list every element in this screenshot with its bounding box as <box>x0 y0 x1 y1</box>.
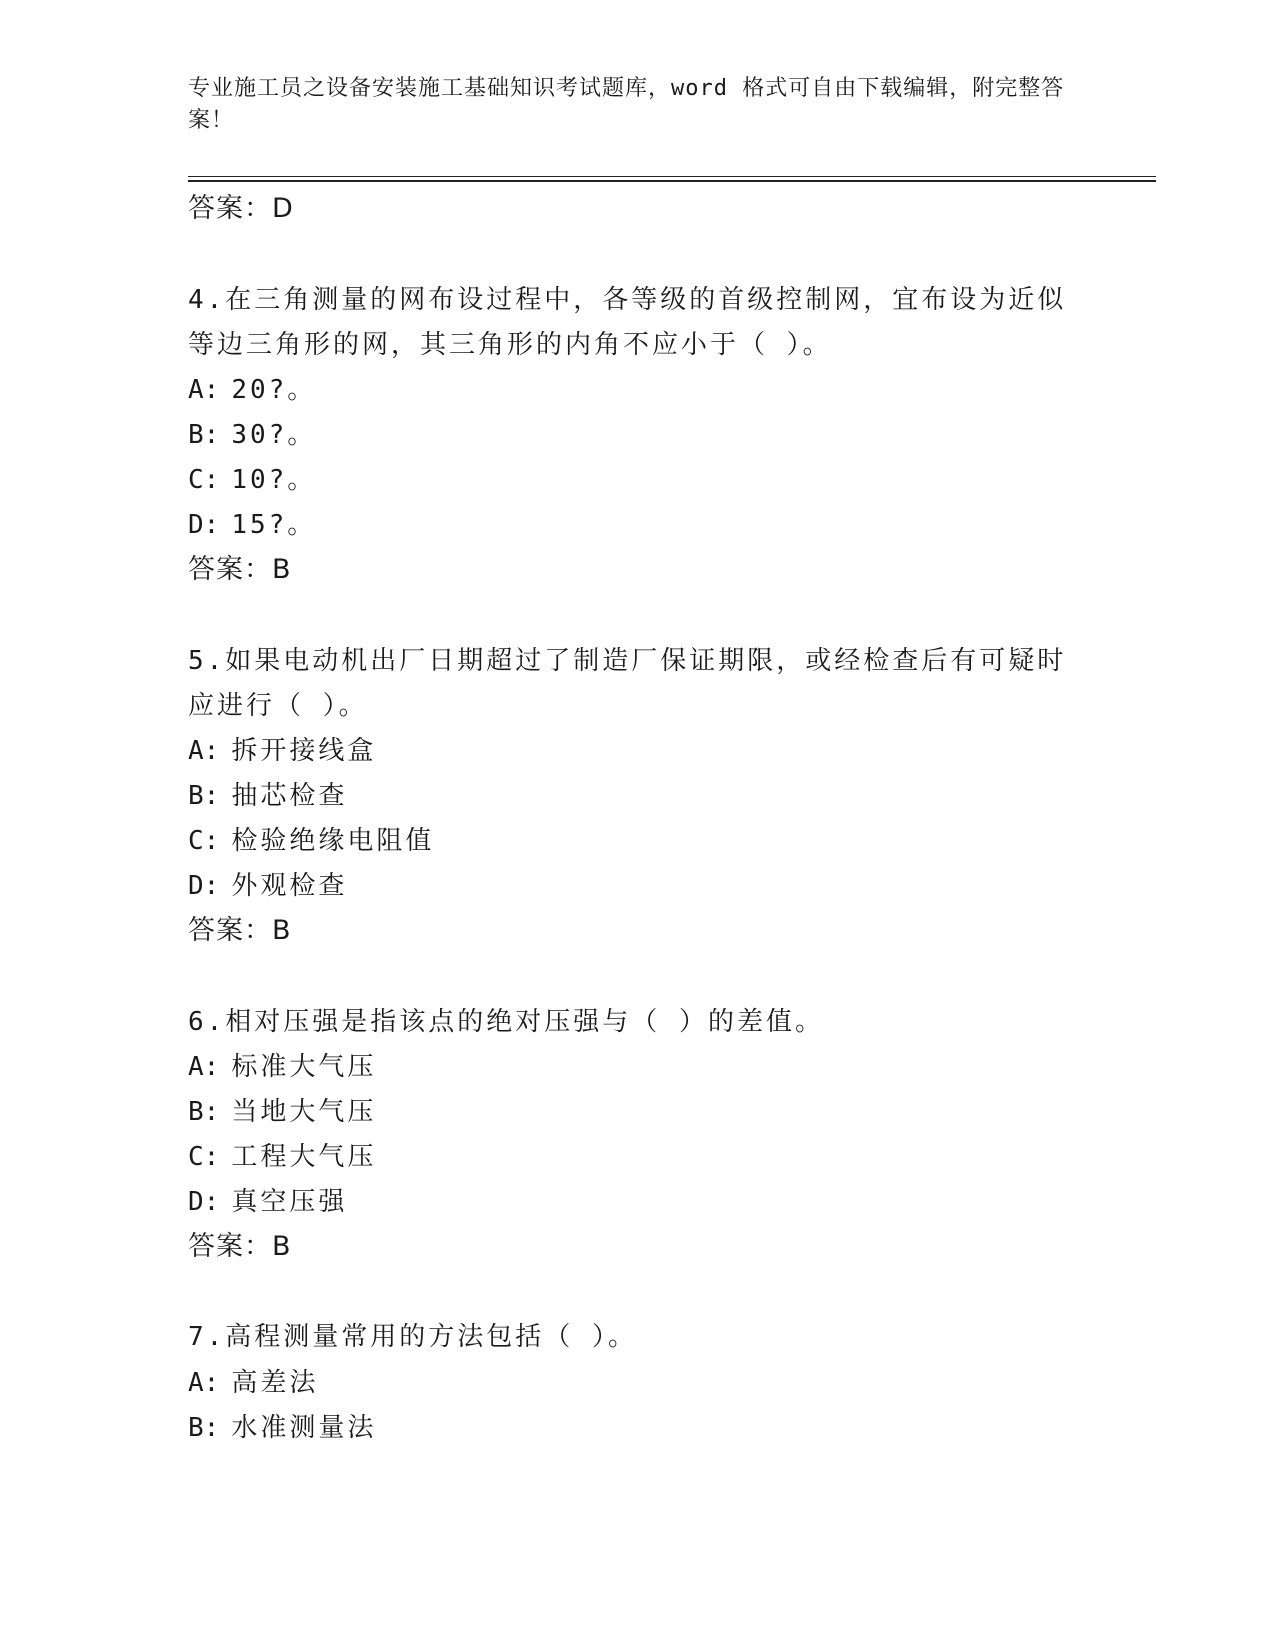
option-text: 30?。 <box>231 420 317 450</box>
option-text: 15?。 <box>231 510 317 540</box>
option-a <box>188 373 316 407</box>
option-text: 当地大气压 <box>231 1097 377 1127</box>
option-b <box>188 418 316 452</box>
option-text: 检验绝缘电阻值 <box>231 826 435 856</box>
option-c <box>188 824 434 858</box>
option-text: 外观检查 <box>231 871 348 901</box>
option-letter: D: <box>188 1187 220 1217</box>
option-text: 高差法 <box>231 1368 319 1398</box>
option-text: 真空压强 <box>231 1187 348 1217</box>
option-text: 抽芯检查 <box>231 781 348 811</box>
question-stem-line: 5.如果电动机出厂日期超过了制造厂保证期限，或经检查后有可疑时 <box>188 646 1067 676</box>
question-stem-line: 应进行（ ）。 <box>188 691 368 721</box>
question-stem-line: 7.高程测量常用的方法包括（ ）。 <box>188 1322 637 1352</box>
option-text: 水准测量法 <box>231 1413 377 1443</box>
option-b <box>188 1411 376 1445</box>
question-stem-line: 等边三角形的网，其三角形的内角不应小于（ ）。 <box>188 330 832 360</box>
question-stem-line: 6.相对压强是指该点的绝对压强与（ ）的差值。 <box>188 1007 824 1037</box>
option-letter: A: <box>188 1052 220 1082</box>
option-letter: C: <box>188 1142 220 1172</box>
header-rule-thick <box>188 180 1156 182</box>
option-letter: D: <box>188 871 220 901</box>
option-a <box>188 734 376 768</box>
option-a <box>188 1366 318 1400</box>
option-text: 工程大气压 <box>231 1142 377 1172</box>
answer-label: 答案：B <box>188 554 292 585</box>
document-header: 专业施工员之设备安装施工基础知识考试题库，word 格式可自由下载编辑，附完整答案！ <box>188 76 1065 133</box>
header-rule-thin <box>188 176 1156 177</box>
option-letter: C: <box>188 465 220 495</box>
option-c <box>188 1140 376 1174</box>
question-stem-line: 4.在三角测量的网布设过程中，各等级的首级控制网，宜布设为近似 <box>188 285 1067 315</box>
answer-label: 答案：D <box>188 193 294 224</box>
option-letter: A: <box>188 1368 220 1398</box>
option-d <box>188 1185 347 1219</box>
option-letter: C: <box>188 826 220 856</box>
option-c <box>188 463 316 497</box>
answer-label: 答案：B <box>188 1231 292 1262</box>
option-letter: A: <box>188 736 220 766</box>
option-letter: B: <box>188 1413 220 1443</box>
option-letter: B: <box>188 1097 220 1127</box>
option-letter: A: <box>188 375 220 405</box>
option-a <box>188 1050 376 1084</box>
option-d <box>188 508 316 542</box>
option-b <box>188 779 347 813</box>
option-text: 10?。 <box>231 465 317 495</box>
option-text: 20?。 <box>231 375 317 405</box>
option-text: 标准大气压 <box>231 1052 377 1082</box>
option-letter: B: <box>188 781 220 811</box>
answer-label: 答案：B <box>188 915 292 946</box>
option-d <box>188 869 347 903</box>
option-letter: D: <box>188 510 220 540</box>
option-letter: B: <box>188 420 220 450</box>
option-text: 拆开接线盒 <box>231 736 377 766</box>
option-b <box>188 1095 376 1129</box>
